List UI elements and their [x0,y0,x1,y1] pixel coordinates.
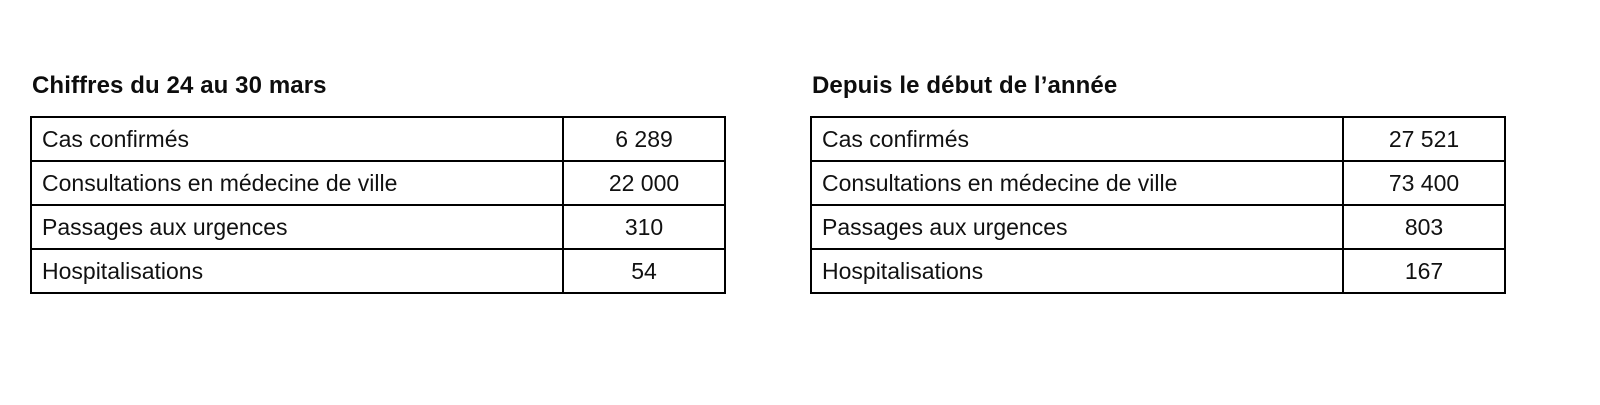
table-row [811,161,1505,205]
row-label: Passages aux urgences [811,205,1343,249]
row-value: 6 289 [563,117,725,161]
row-label: Passages aux urgences [31,205,563,249]
row-value: 22 000 [563,161,725,205]
table-row [31,161,725,205]
table-row [31,249,725,293]
row-label: Cas confirmés [811,117,1343,161]
row-value: 73 400 [1343,161,1505,205]
year-to-date-title: Depuis le début de l’année [812,72,1118,99]
weekly-figures-table [30,116,726,294]
weekly-figures-title: Chiffres du 24 au 30 mars [32,72,327,99]
year-to-date-panel [810,72,1506,294]
row-value: 27 521 [1343,117,1505,161]
table-row [811,117,1505,161]
row-label: Consultations en médecine de ville [811,161,1343,205]
row-value: 167 [1343,249,1505,293]
table-row [811,205,1505,249]
row-label: Cas confirmés [31,117,563,161]
row-label: Hospitalisations [31,249,563,293]
row-label: Hospitalisations [811,249,1343,293]
weekly-figures-panel [30,72,726,294]
row-value: 54 [563,249,725,293]
row-label: Consultations en médecine de ville [31,161,563,205]
table-row [811,249,1505,293]
year-to-date-table [810,116,1506,294]
row-value: 803 [1343,205,1505,249]
table-row [31,205,725,249]
table-row [31,117,725,161]
row-value: 310 [563,205,725,249]
